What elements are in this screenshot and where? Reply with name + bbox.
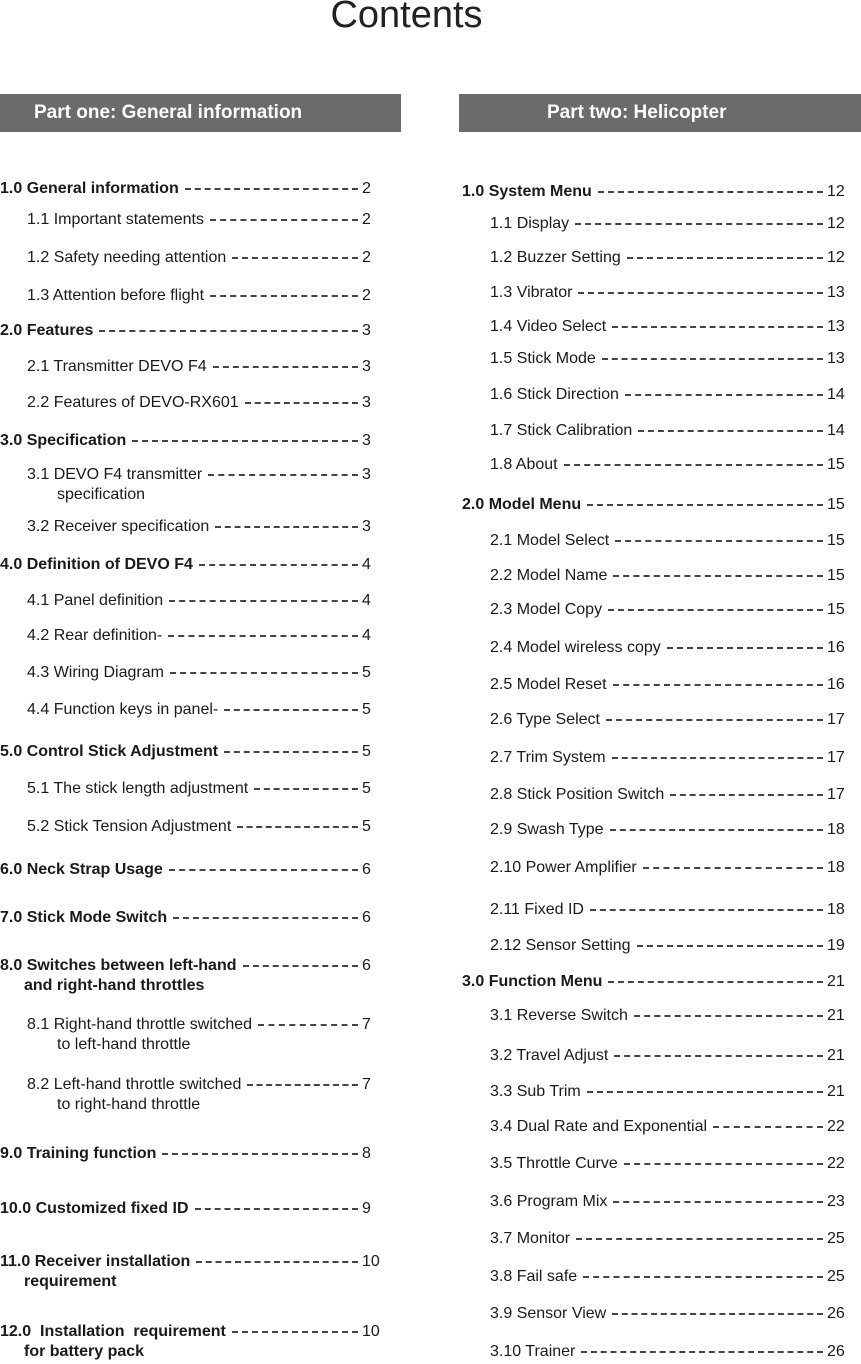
part-two-header: Part two: Helicopter — [459, 94, 861, 132]
dot-leader — [213, 366, 358, 368]
toc-entry-label: 5.2 Stick Tension Adjustment — [27, 818, 232, 835]
toc-entry-label: 1.2 Safety needing attention — [27, 249, 227, 266]
part-one-toc-entry[interactable] — [0, 740, 380, 764]
toc-page-number: 16 — [827, 639, 845, 656]
dot-leader — [254, 788, 358, 790]
toc-page-number: 14 — [827, 422, 845, 439]
toc-entry-label: 3.10 Trainer — [490, 1343, 576, 1360]
toc-page-number: 14 — [827, 386, 845, 403]
dot-leader — [598, 191, 823, 193]
toc-entry-label: 2.10 Power Amplifier — [490, 859, 637, 876]
dot-leader — [247, 1084, 358, 1086]
toc-page-number: 5 — [362, 743, 371, 760]
part-one-toc-entry[interactable] — [27, 391, 380, 415]
toc-page-number: 21 — [827, 1047, 845, 1064]
toc-entry-label: 1.2 Buzzer Setting — [490, 249, 621, 266]
toc-entry-label: 2.1 Model Select — [490, 532, 610, 549]
part-two-toc-entry[interactable] — [490, 1302, 845, 1326]
toc-entry-label: 3.1 Reverse Switch — [490, 1007, 628, 1024]
part-two-toc-entry[interactable] — [490, 1044, 845, 1068]
part-one-toc-entry[interactable] — [27, 1013, 380, 1037]
part-one-toc-entry[interactable] — [27, 698, 380, 722]
part-two-toc-entry[interactable] — [490, 598, 845, 622]
toc-entry-label: 2.2 Model Name — [490, 567, 608, 584]
dot-leader — [169, 869, 358, 871]
toc-page-number: 15 — [827, 601, 845, 618]
dot-leader — [162, 1153, 358, 1155]
dot-leader — [168, 635, 358, 637]
dot-leader — [613, 1201, 823, 1203]
part-one-toc-entry[interactable] — [0, 177, 380, 201]
toc-page-number: 26 — [827, 1305, 845, 1322]
dot-leader — [199, 564, 358, 566]
dot-leader — [208, 474, 358, 476]
dot-leader — [224, 751, 358, 753]
toc-page-number: 21 — [827, 1083, 845, 1100]
toc-entry-label: 2.0 Features — [0, 322, 94, 339]
toc-entry-label: 9.0 Training function — [0, 1145, 157, 1162]
part-two-toc-entry[interactable] — [490, 246, 845, 270]
dot-leader — [615, 540, 823, 542]
toc-entry-label: 1.1 Important statements — [27, 211, 204, 228]
toc-entry-label: 2.1 Transmitter DEVO F4 — [27, 358, 207, 375]
toc-entry-label: 4.1 Panel definition — [27, 592, 164, 609]
dot-leader — [99, 330, 358, 332]
part-one-toc-entry[interactable] — [27, 515, 380, 539]
toc-page-number: 13 — [827, 350, 845, 367]
toc-entry-continuation: requirement — [24, 1273, 117, 1290]
toc-page-number: 8 — [362, 1145, 371, 1162]
dot-leader — [169, 600, 358, 602]
toc-page-number: 3 — [362, 466, 371, 483]
dot-leader — [643, 867, 823, 869]
toc-page-number: 17 — [827, 749, 845, 766]
part-two-toc-entry[interactable] — [490, 212, 845, 236]
toc-page-number: 3 — [362, 518, 371, 535]
dot-leader — [576, 1238, 823, 1240]
part-two-toc-entry[interactable] — [490, 315, 845, 339]
toc-entry-label: 1.7 Stick Calibration — [490, 422, 633, 439]
toc-entry-label: 5.1 The stick length adjustment — [27, 780, 249, 797]
dot-leader — [610, 829, 823, 831]
part-one-toc-entry[interactable] — [0, 1142, 380, 1166]
toc-page-number: 2 — [362, 180, 371, 197]
part-two-toc-entry[interactable] — [462, 970, 845, 994]
toc-page-number: 15 — [827, 496, 845, 513]
toc-entry-label: 3.2 Receiver specification — [27, 518, 210, 535]
dot-leader — [667, 647, 823, 649]
toc-page-number: 26 — [827, 1343, 845, 1360]
dot-leader — [237, 826, 358, 828]
part-two-toc-entry[interactable] — [490, 746, 845, 770]
dot-leader — [195, 1208, 359, 1210]
dot-leader — [587, 504, 823, 506]
toc-page-number: 6 — [362, 909, 371, 926]
toc-entry-label: 2.11 Fixed ID — [490, 901, 584, 918]
toc-entry-label: 3.2 Travel Adjust — [490, 1047, 609, 1064]
toc-page-number: 2 — [362, 287, 371, 304]
dot-leader — [578, 292, 823, 294]
toc-page-number: 6 — [362, 957, 371, 974]
toc-entry-label: 3.5 Throttle Curve — [490, 1155, 618, 1172]
toc-page-number: 5 — [362, 780, 371, 797]
part-two-toc-entry[interactable] — [490, 1080, 845, 1104]
toc-page-number: 15 — [827, 567, 845, 584]
part-two-toc-entry[interactable] — [490, 453, 845, 477]
dot-leader — [670, 794, 823, 796]
toc-page-number: 18 — [827, 901, 845, 918]
dot-leader — [243, 965, 359, 967]
dot-leader — [608, 981, 823, 983]
toc-entry-continuation: for battery pack — [24, 1343, 145, 1360]
dot-leader — [196, 1261, 358, 1263]
toc-entry-label: 4.0 Definition of DEVO F4 — [0, 556, 193, 573]
toc-page-number: 12 — [827, 183, 845, 200]
toc-page-number: 16 — [827, 676, 845, 693]
toc-page-number: 21 — [827, 1007, 845, 1024]
dot-leader — [637, 945, 823, 947]
toc-page-number: 4 — [362, 592, 371, 609]
dot-leader — [232, 257, 358, 259]
part-two-toc-entry[interactable] — [490, 1265, 845, 1289]
toc-page-number: 10 — [362, 1323, 380, 1340]
dot-leader — [713, 1126, 823, 1128]
toc-entry-label: 3.8 Fail safe — [490, 1268, 578, 1285]
dot-leader — [210, 295, 358, 297]
toc-entry-label: 2.12 Sensor Setting — [490, 937, 631, 954]
toc-page-number: 5 — [362, 701, 371, 718]
toc-page-number: 18 — [827, 821, 845, 838]
toc-entry-label: 2.6 Type Select — [490, 711, 600, 728]
toc-page-number: 15 — [827, 456, 845, 473]
dot-leader — [590, 909, 823, 911]
dot-leader — [614, 1055, 823, 1057]
dot-leader — [185, 188, 358, 190]
toc-page-number: 23 — [827, 1193, 845, 1210]
toc-page-number: 9 — [362, 1200, 371, 1217]
toc-entry-label: 1.8 About — [490, 456, 558, 473]
toc-page-number: 17 — [827, 786, 845, 803]
part-one-toc-entry[interactable] — [0, 906, 380, 930]
toc-page-number: 13 — [827, 284, 845, 301]
dot-leader — [606, 719, 823, 721]
toc-page-number: 5 — [362, 664, 371, 681]
part-one-toc-entry[interactable] — [27, 355, 380, 379]
part-one-toc-entry[interactable] — [0, 858, 380, 882]
toc-page-number: 12 — [827, 249, 845, 266]
part-two-toc-entry[interactable] — [490, 783, 845, 807]
toc-entry-label: 2.4 Model wireless copy — [490, 639, 661, 656]
part-one-toc-entry[interactable] — [27, 1073, 380, 1097]
part-one-header: Part one: General information — [0, 94, 401, 132]
part-two-toc-entry[interactable] — [490, 934, 845, 958]
toc-entry-label: 2.2 Features of DEVO-RX601 — [27, 394, 239, 411]
toc-page-number: 3 — [362, 358, 371, 375]
toc-entry-label: 10.0 Customized fixed ID — [0, 1200, 189, 1217]
toc-page-number: 3 — [362, 394, 371, 411]
toc-entry-label: 2.8 Stick Position Switch — [490, 786, 665, 803]
dot-leader — [612, 326, 823, 328]
dot-leader — [232, 1331, 358, 1333]
toc-entry-label: 1.3 Vibrator — [490, 284, 573, 301]
toc-entry-label: 4.4 Function keys in panel- — [27, 701, 219, 718]
toc-entry-label: 11.0 Receiver installation — [0, 1253, 191, 1270]
part-two-toc-entry[interactable] — [490, 281, 845, 305]
part-one-toc-entry[interactable] — [27, 284, 380, 308]
part-one-toc-entry[interactable] — [27, 463, 380, 487]
toc-entry-label: 1.6 Stick Direction — [490, 386, 619, 403]
page-title: Contents — [330, 0, 483, 36]
toc-page-number: 22 — [827, 1118, 845, 1135]
toc-entry-label: 12.0 Installation requirement — [0, 1323, 226, 1340]
dot-leader — [170, 672, 358, 674]
toc-entry-label: 7.0 Stick Mode Switch — [0, 909, 168, 926]
dot-leader — [245, 402, 358, 404]
toc-page-number: 10 — [362, 1253, 380, 1270]
toc-entry-continuation: to right-hand throttle — [57, 1096, 201, 1113]
toc-page-number: 7 — [362, 1016, 371, 1033]
part-one-toc-entry[interactable] — [27, 661, 380, 685]
toc-entry-label: 3.0 Function Menu — [462, 973, 603, 990]
toc-page-number: 17 — [827, 711, 845, 728]
toc-entry-label: 4.2 Rear definition- — [27, 627, 163, 644]
toc-entry-continuation: and right-hand throttles — [24, 977, 205, 994]
dot-leader — [634, 1015, 823, 1017]
part-two-toc-entry[interactable] — [490, 818, 845, 842]
part-two-toc-entry[interactable] — [490, 856, 845, 880]
toc-entry-label: 2.9 Swash Type — [490, 821, 604, 838]
toc-entry-label: 2.3 Model Copy — [490, 601, 603, 618]
part-one-toc-entry[interactable] — [0, 319, 380, 343]
toc-page-number: 18 — [827, 859, 845, 876]
toc-entry-label: 1.0 System Menu — [462, 183, 592, 200]
part-two-toc-entry[interactable] — [490, 708, 845, 732]
dot-leader — [210, 219, 358, 221]
dot-leader — [602, 358, 823, 360]
toc-entry-label: 3.0 Specification — [0, 432, 127, 449]
part-one-toc-entry[interactable] — [27, 815, 380, 839]
dot-leader — [564, 464, 823, 466]
part-two-toc-entry[interactable] — [490, 564, 845, 588]
toc-page-number: 4 — [362, 627, 371, 644]
dot-leader — [173, 917, 358, 919]
toc-entry-label: 1.4 Video Select — [490, 318, 607, 335]
toc-page-number: 15 — [827, 532, 845, 549]
part-one-toc-entry[interactable] — [0, 553, 380, 577]
part-two-toc-entry[interactable] — [490, 1004, 845, 1028]
toc-entry-label: 1.5 Stick Mode — [490, 350, 596, 367]
toc-entry-label: 3.1 DEVO F4 transmitter — [27, 466, 203, 483]
dot-leader — [612, 1313, 823, 1315]
toc-entry-label: 2.5 Model Reset — [490, 676, 607, 693]
toc-entry-label: 1.0 General information — [0, 180, 179, 197]
part-two-toc-entry[interactable] — [490, 347, 845, 371]
part-two-toc-entry[interactable] — [490, 1227, 845, 1251]
part-one-toc-entry[interactable] — [0, 1197, 380, 1221]
part-one-toc-entry[interactable] — [27, 624, 380, 648]
toc-page-number: 13 — [827, 318, 845, 335]
part-one-toc-entry[interactable] — [27, 208, 380, 232]
dot-leader — [613, 684, 823, 686]
part-two-toc-entry[interactable] — [490, 636, 845, 660]
toc-entry-label: 3.4 Dual Rate and Exponential — [490, 1118, 708, 1135]
part-two-toc-entry[interactable] — [490, 1152, 845, 1176]
toc-page-number: 21 — [827, 973, 845, 990]
part-one-toc-entry[interactable] — [0, 954, 380, 978]
toc-page-number: 3 — [362, 322, 371, 339]
toc-page-number: 25 — [827, 1268, 845, 1285]
toc-page-number: 2 — [362, 249, 371, 266]
toc-entry-continuation: to left-hand throttle — [57, 1036, 191, 1053]
toc-entry-label: 3.6 Program Mix — [490, 1193, 608, 1210]
dot-leader — [612, 757, 823, 759]
dot-leader — [587, 1091, 823, 1093]
part-one-toc-entry[interactable] — [0, 1250, 380, 1274]
dot-leader — [258, 1024, 358, 1026]
toc-entry-label: 2.0 Model Menu — [462, 496, 582, 513]
toc-page-number: 3 — [362, 432, 371, 449]
toc-entry-label: 8.1 Right-hand throttle switched — [27, 1016, 253, 1033]
part-two-toc-entry[interactable] — [490, 1115, 845, 1139]
dot-leader — [575, 223, 823, 225]
toc-entry-label: 3.7 Monitor — [490, 1230, 571, 1247]
dot-leader — [224, 709, 358, 711]
toc-page-number: 22 — [827, 1155, 845, 1172]
dot-leader — [638, 430, 823, 432]
part-one-toc-entry[interactable] — [0, 1320, 380, 1344]
part-two-toc-entry[interactable] — [462, 493, 845, 517]
toc-entry-label: 4.3 Wiring Diagram — [27, 664, 164, 681]
dot-leader — [624, 1163, 823, 1165]
toc-entry-label: 5.0 Control Stick Adjustment — [0, 743, 219, 760]
toc-entry-label: 8.2 Left-hand throttle switched — [27, 1076, 242, 1093]
toc-entry-label: 8.0 Switches between left-hand — [0, 957, 237, 974]
part-one-toc-entry[interactable] — [27, 777, 380, 801]
dot-leader — [132, 440, 358, 442]
part-two-toc-entry[interactable] — [490, 419, 845, 443]
part-one-toc-entry[interactable] — [0, 429, 380, 453]
toc-page-number: 12 — [827, 215, 845, 232]
dot-leader — [608, 609, 823, 611]
part-two-toc-entry[interactable] — [490, 529, 845, 553]
part-two-toc-entry[interactable] — [462, 180, 845, 204]
toc-entry-label: 3.3 Sub Trim — [490, 1083, 581, 1100]
part-two-toc-entry[interactable] — [490, 1340, 845, 1364]
part-two-toc-entry[interactable] — [490, 383, 845, 407]
part-two-toc-entry[interactable] — [490, 673, 845, 697]
part-one-toc-entry[interactable] — [27, 246, 380, 270]
toc-page-number: 6 — [362, 861, 371, 878]
toc-page-number: 7 — [362, 1076, 371, 1093]
dot-leader — [613, 575, 823, 577]
toc-page-number: 19 — [827, 937, 845, 954]
toc-entry-label: 3.9 Sensor View — [490, 1305, 607, 1322]
dot-leader — [581, 1351, 823, 1353]
toc-page-number: 25 — [827, 1230, 845, 1247]
part-two-toc-entry[interactable] — [490, 898, 845, 922]
part-two-toc-entry[interactable] — [490, 1190, 845, 1214]
toc-entry-label: 1.3 Attention before flight — [27, 287, 205, 304]
toc-page-number: 4 — [362, 556, 371, 573]
toc-entry-continuation: specification — [57, 486, 146, 503]
toc-entry-label: 1.1 Display — [490, 215, 570, 232]
dot-leader — [627, 257, 823, 259]
dot-leader — [625, 394, 823, 396]
dot-leader — [215, 526, 358, 528]
toc-entry-label: 2.7 Trim System — [490, 749, 606, 766]
part-one-toc-entry[interactable] — [27, 589, 380, 613]
dot-leader — [583, 1276, 823, 1278]
toc-page-number: 2 — [362, 211, 371, 228]
toc-entry-label: 6.0 Neck Strap Usage — [0, 861, 163, 878]
toc-page-number: 5 — [362, 818, 371, 835]
